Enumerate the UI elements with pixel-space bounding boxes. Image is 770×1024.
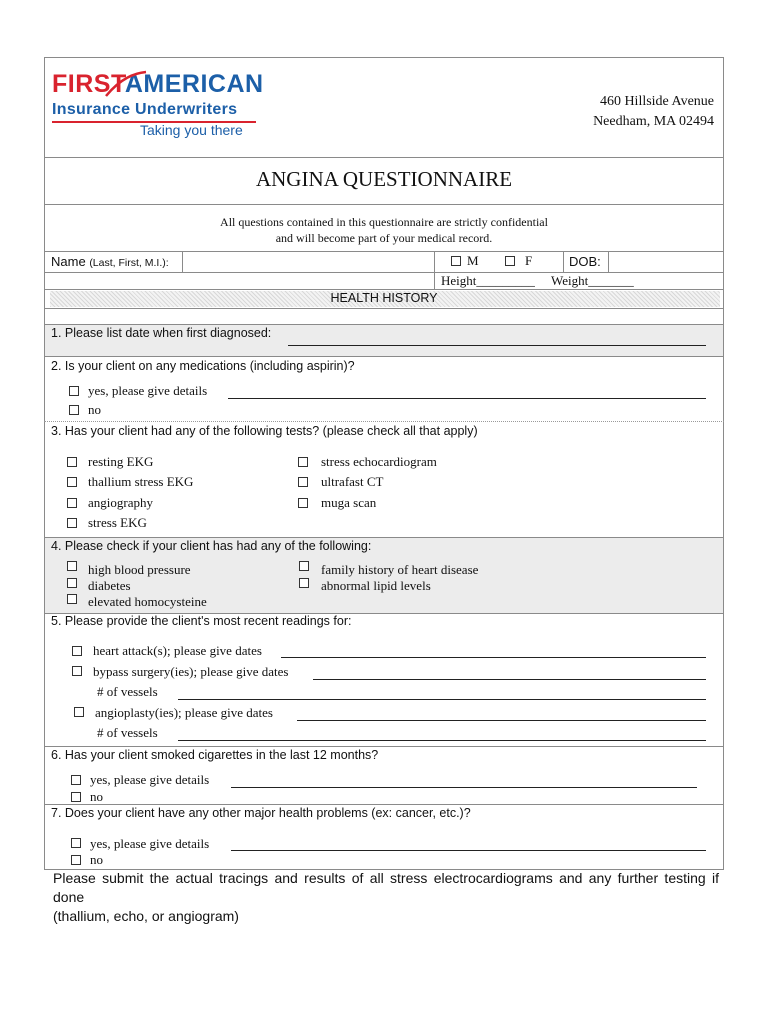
height-field[interactable]: Height_________ xyxy=(441,273,535,288)
q5-bypass-label: bypass surgery(ies); please give dates xyxy=(93,664,289,679)
q7-no-label: no xyxy=(90,852,103,867)
divider-title xyxy=(44,204,724,205)
name-label xyxy=(51,254,169,269)
footer-line3: (thallium, echo, or angiogram) xyxy=(53,908,239,924)
q3-option-resting-ekg: resting EKG xyxy=(88,454,154,469)
female-label: F xyxy=(525,253,533,268)
q2-no-checkbox[interactable] xyxy=(69,405,79,415)
q4-label: 4. Please check if your client has had any of the following: xyxy=(51,539,372,553)
q3-option-stress-echo: stress echocardiogram xyxy=(321,454,437,469)
logo-tagline: Taking you there xyxy=(140,122,243,138)
company-address xyxy=(560,92,714,132)
name-label-text: Name xyxy=(51,254,86,269)
divider-section xyxy=(44,308,724,309)
divider-name-v4 xyxy=(608,251,609,272)
q3-option-angiography: angiography xyxy=(88,495,153,510)
q3-checkbox-muga[interactable] xyxy=(298,498,308,508)
q5-heart-attack-checkbox[interactable] xyxy=(72,646,82,656)
dob-field[interactable] xyxy=(611,253,721,270)
page-title: ANGINA QUESTIONNAIRE xyxy=(255,167,513,191)
q4-checkbox-hbp[interactable] xyxy=(67,561,77,571)
divider-q6 xyxy=(44,746,724,747)
address-line1: 460 Hillside Avenue xyxy=(599,94,714,109)
q3-checkbox-resting-ekg[interactable] xyxy=(67,457,77,467)
q5-angioplasty-dates-field[interactable] xyxy=(297,720,706,721)
q4-checkbox-homocysteine[interactable] xyxy=(67,594,77,604)
divider-name-v2 xyxy=(434,251,435,289)
q6-details-field[interactable] xyxy=(231,787,697,788)
dob-label: DOB: xyxy=(569,254,601,269)
q4-option-lipid: abnormal lipid levels xyxy=(321,578,431,593)
q7-yes-checkbox[interactable] xyxy=(71,838,81,848)
section-header-health-history: HEALTH HISTORY xyxy=(330,291,438,305)
divider-q3 xyxy=(44,421,724,422)
logo-american: AMERICAN xyxy=(124,70,264,98)
divider-q4 xyxy=(44,537,724,538)
q5-label: 5. Please provide the client's most recent readings for: xyxy=(51,614,352,628)
q6-no-checkbox[interactable] xyxy=(71,792,81,802)
q3-checkbox-angiography[interactable] xyxy=(67,498,77,508)
q1-label: 1. Please list date when first diagnosed: xyxy=(51,326,272,340)
q3-option-thallium: thallium stress EKG xyxy=(88,474,194,489)
q3-option-stress-ekg: stress EKG xyxy=(88,515,147,530)
company-logo xyxy=(52,72,264,97)
q4-checkbox-diabetes[interactable] xyxy=(67,578,77,588)
q7-label: 7. Does your client have any other major health problems (ex: cancer, etc.)? xyxy=(51,806,471,820)
confidential-line2: and will become part of your medical record. xyxy=(275,231,493,245)
footer-instructions xyxy=(53,869,719,926)
logo-first: FIRST xyxy=(52,70,125,98)
address-line2: Needham, MA 02494 xyxy=(593,114,714,129)
q5-heart-attack-dates-field[interactable] xyxy=(281,657,706,658)
q4-option-hbp: high blood pressure xyxy=(88,562,191,577)
divider-name-v3 xyxy=(563,251,564,272)
q3-option-ultrafast-ct: ultrafast CT xyxy=(321,474,384,489)
q5-angioplasty-vessels-field[interactable] xyxy=(178,740,706,741)
confidential-line1: All questions contained in this questionnaire are strictly confidential xyxy=(220,215,548,229)
q6-no-label: no xyxy=(90,789,103,804)
q7-details-field[interactable] xyxy=(231,850,706,851)
confidential-notice xyxy=(44,214,724,246)
footer-line1: Please submit the actual tracings and results of all stress electrocardiograms and any further testing if xyxy=(53,870,719,886)
q6-label: 6. Has your client smoked cigarettes in the last 12 months? xyxy=(51,748,379,762)
logo-swoosh-icon xyxy=(104,70,148,100)
q3-option-muga: muga scan xyxy=(321,495,377,510)
q5-angioplasty-label: angioplasty(ies); please give dates xyxy=(95,705,273,720)
q5-angioplasty-checkbox[interactable] xyxy=(74,707,84,717)
weight-field[interactable]: Weight_______ xyxy=(551,273,634,288)
q5-bypass-checkbox[interactable] xyxy=(72,666,82,676)
q3-checkbox-stress-echo[interactable] xyxy=(298,457,308,467)
divider-height xyxy=(44,289,724,290)
divider-q2 xyxy=(44,356,724,357)
q2-details-field[interactable] xyxy=(228,398,706,399)
q6-yes-label: yes, please give details xyxy=(90,772,210,787)
q7-yes-label: yes, please give details xyxy=(90,836,210,851)
q3-label: 3. Has your client had any of the following tests? (please check all that apply) xyxy=(51,424,478,438)
q3-checkbox-stress-ekg[interactable] xyxy=(67,518,77,528)
name-hint: (Last, First, M.I.): xyxy=(89,257,169,269)
name-field[interactable] xyxy=(186,253,430,270)
q7-no-checkbox[interactable] xyxy=(71,855,81,865)
divider-name-v1 xyxy=(182,251,183,272)
male-label: M xyxy=(467,253,479,268)
q4-checkbox-family-history[interactable] xyxy=(299,561,309,571)
q5-bypass-vessels-label: # of vessels xyxy=(97,684,158,699)
q5-heart-attack-label: heart attack(s); please give dates xyxy=(93,643,262,658)
logo-subtitle: Insurance Underwriters xyxy=(52,101,238,118)
footer-line2: done xyxy=(53,889,85,905)
female-checkbox[interactable] xyxy=(505,256,515,266)
q5-angioplasty-vessels-label: # of vessels xyxy=(97,725,158,740)
q6-yes-checkbox[interactable] xyxy=(71,775,81,785)
q5-bypass-dates-field[interactable] xyxy=(313,679,706,680)
q2-yes-checkbox[interactable] xyxy=(69,386,79,396)
male-checkbox[interactable] xyxy=(451,256,461,266)
q4-option-homocysteine: elevated homocysteine xyxy=(88,594,207,609)
q3-checkbox-thallium[interactable] xyxy=(67,477,77,487)
q5-bypass-vessels-field[interactable] xyxy=(178,699,706,700)
q4-option-diabetes: diabetes xyxy=(88,578,131,593)
q4-checkbox-lipid[interactable] xyxy=(299,578,309,588)
divider-header xyxy=(44,157,724,158)
q2-label: 2. Is your client on any medications (including aspirin)? xyxy=(51,359,355,373)
q2-yes-label: yes, please give details xyxy=(88,383,208,398)
q2-no-label: no xyxy=(88,402,101,417)
q4-option-family-history: family history of heart disease xyxy=(321,562,479,577)
divider-confidential xyxy=(44,251,724,252)
divider-q7 xyxy=(44,804,724,805)
q3-checkbox-ultrafast-ct[interactable] xyxy=(298,477,308,487)
q1-date-field[interactable] xyxy=(288,345,706,346)
